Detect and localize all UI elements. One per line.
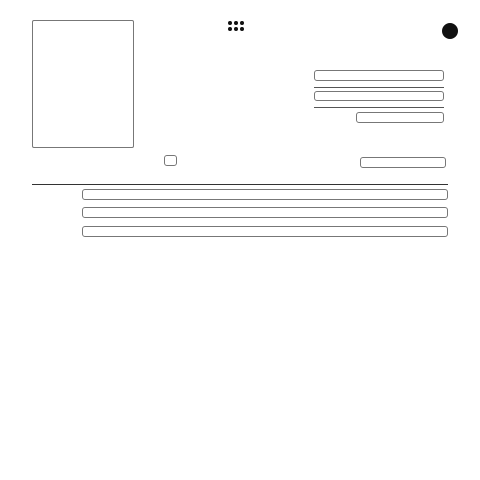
section-1-rule (32, 184, 448, 185)
authority-use-box (32, 20, 134, 148)
rfc-underline (314, 87, 444, 88)
logo-dot (228, 27, 232, 31)
apellido-paterno-input[interactable] (82, 189, 448, 200)
sat-logo (222, 20, 262, 58)
logo-dot (234, 21, 238, 25)
form-id-badge (442, 23, 458, 39)
clave-entidad-input[interactable] (356, 112, 444, 123)
nombre-input[interactable] (82, 226, 448, 237)
logo-dot (234, 27, 238, 31)
logo-dot (240, 21, 244, 25)
logo-dot (240, 27, 244, 31)
rfc-input[interactable] (314, 70, 444, 81)
folio-input[interactable] (360, 157, 446, 168)
apellido-materno-input[interactable] (82, 207, 448, 218)
logo-dot (228, 21, 232, 25)
aviso-type-input[interactable] (164, 155, 177, 166)
curp-underline (314, 107, 444, 108)
curp-input[interactable] (314, 91, 444, 101)
